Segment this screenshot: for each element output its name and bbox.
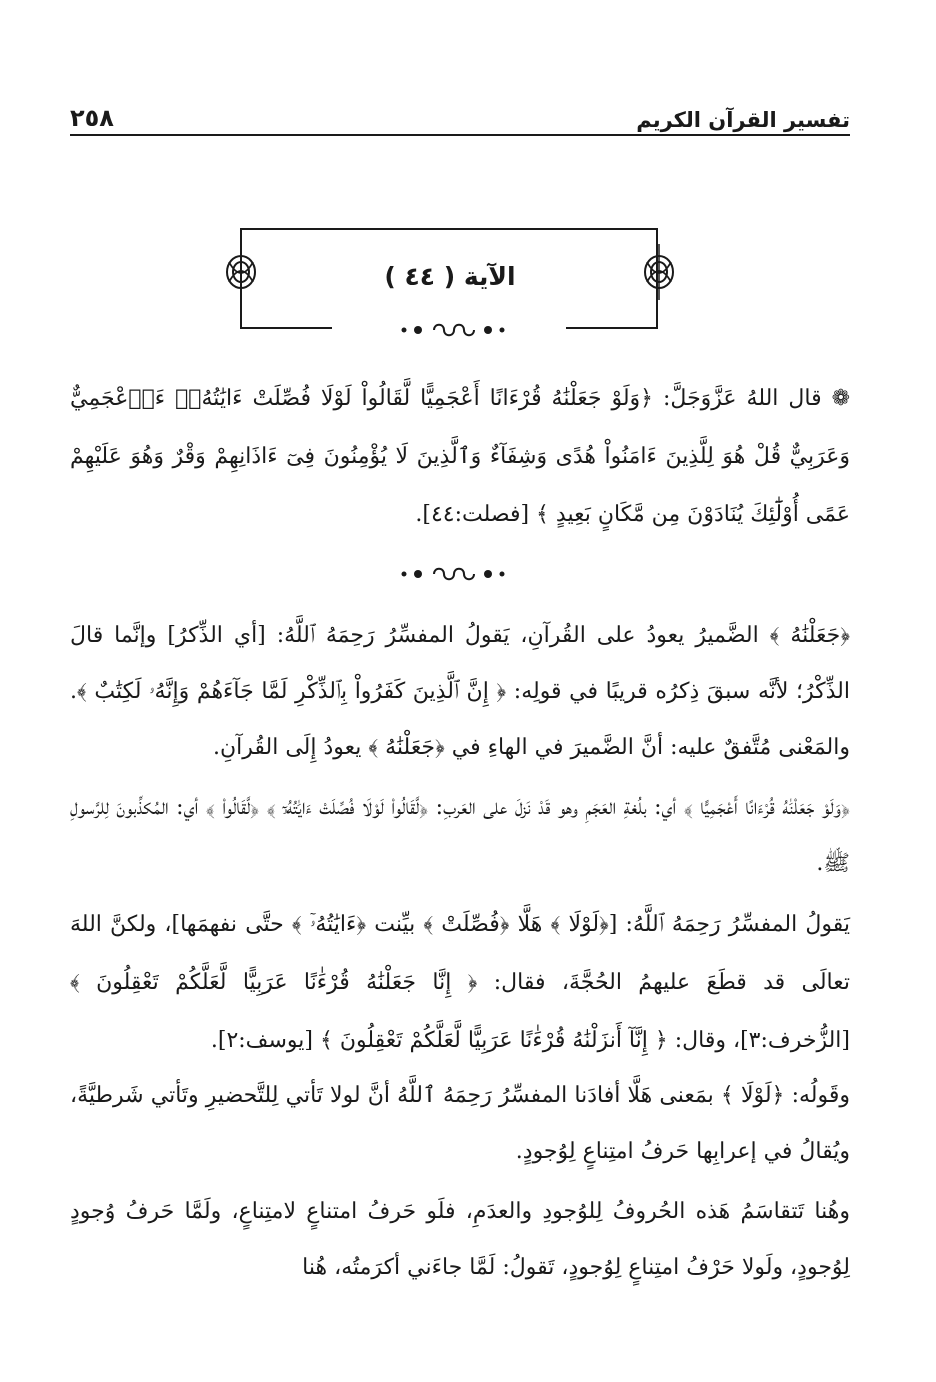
knot-ornament-icon [223,244,259,300]
knot-ornament-icon [641,244,677,300]
book-title: تفسير القرآن الكريم [636,108,850,132]
page-header [70,92,850,132]
body-paragraph: يَقولُ المفسِّرُ رَحِمَهُ ٱللَّهُ: [﴿لَوْلَا ﴾ هَلَّا ﴿فُصِّلَتْ ﴾ بيِّنت ﴿ءَايَٰتُهُۥٓ ﴾ حتَّى نفهمَها]، ولكنَّ اللهَ تعالَى قد قطَعَ عليهمُ الحُجَّةَ، فقال: ﴿ إِنَّا جَعَلْنَٰهُ قُرْءَٰنًا عَرَبِيًّا لَّعَلَّكُمْ تَعْقِلُونَ ﴾ [الزُّخرف:٣]، وقال: ﴿ إِنَّآ أَنزَلْنَٰهُ قُرْءَٰنًا عَرَبِيًّا لَّعَلَّكُمْ تَعْقِلُونَ ﴾ [يوسف:٢]. [70,912,850,1053]
verse-text: قال اللهُ عَزَّوَجَلَّ: ﴿وَلَوْ جَعَلْنَٰهُ قُرْءَانًا أَعْجَمِيًّا لَّقَالُواْ لَوْلَا فُصِّلَتْ ءَايَٰتُهُۥٓ ءَا۬عْجَمِيٌّ وَعَرَبِيٌّ قُلْ هُوَ لِلَّذِينَ ءَامَنُواْ هُدًى وَشِفَآءٌ وَٱلَّذِينَ لَا يُؤْمِنُونَ فِىٓ ءَاذَانِهِمْ وَقْرٌ وَهُوَ عَلَيْهِمْ عَمًى أُوْلَٰٓئِكَ يُنَادَوْنَ مِن مَّكَانٍ بَعِيدٍ ﴾ [فصلت:٤٤]. [70,386,850,527]
body-paragraph: ﴿جَعَلْنَٰهُ ﴾ الضَّميرُ يعودُ على القُرآنِ، يَقولُ المفسِّرُ رَحِمَهُ ٱللَّهُ: [أي الذِّكرُ] وإنَّما قالَ الذِّكْرُ؛ لأنَّه سبقَ ذِكرُه قريبًا في قولِه: ﴿ إِنَّ ٱلَّذِينَ كَفَرُواْ بِٱلذِّكْرِ لَمَّا جَآءَهُمْ وَإِنَّهُۥ لَكِتَٰبٌ ﴾. والمَعْنى مُتَّفقٌ عليه: أنَّ الضَّميرَ في الهاءِ في ﴿جَعَلْنَٰهُ ﴾ يعودُ إِلَى القُرآنِ. [70,623,850,760]
page-number: ٢٥٨ [70,104,114,132]
body-paragraph: ﴿وَلَوْ جَعَلْنَٰهُ قُرْءَانًا أَعْجَمِيًّا ﴾ أي: بلُغةِ العَجَمِ وهو قَدْ نَزلَ على العَربِ: ﴿لَّقَالُواْ لَوْلَا فُصِّلَتْ ءَايَٰتُهُۥٓ ﴾ ﴿لَّقَالُواْ ﴾ أي: المُكذِّبونَ لِلرَّسولِ ﷺ. [70,795,850,876]
header-divider [70,134,850,136]
body-paragraph: وهُنا تَتقاسَمُ هَذه الحُروفُ لِلوُجودِ والعدَمِ، فلَو حَرفُ امتناعٍ لامتِناعٍ، ولَمَّا حَرفُ وُجودٍ لِوُجودٍ، ولَولا حَرْفُ امتِناعٍ لِوُجودٍ، تَقولُ: لَمَّا جاءَني أكرَمتُه، هُنا [70,1199,850,1280]
body-paragraph: وقَولُه: ﴿لَوْلَا ﴾ بمَعنى هَلَّا أفادَنا المفسِّرُ رَحِمَهُ ٱللَّهُ أنَّ لولا تَأتي لِلتَّحضيرِ وتَأتي شَرطيَّةً، ويُقالُ في إعرابِها حَرفُ امتِناعٍ لِوُجودٍ. [70,1083,850,1164]
divider-ornament-icon [398,564,508,584]
verse-paragraph [70,370,850,544]
title-frame-bottom-left [240,327,332,329]
title-frame-bottom-right [566,327,658,329]
title-frame-top [240,228,658,230]
divider-ornament-icon [398,320,508,340]
flower-icon: ❁ [831,386,850,411]
verse-title: الآية ( ٤٤ ) [384,262,516,291]
